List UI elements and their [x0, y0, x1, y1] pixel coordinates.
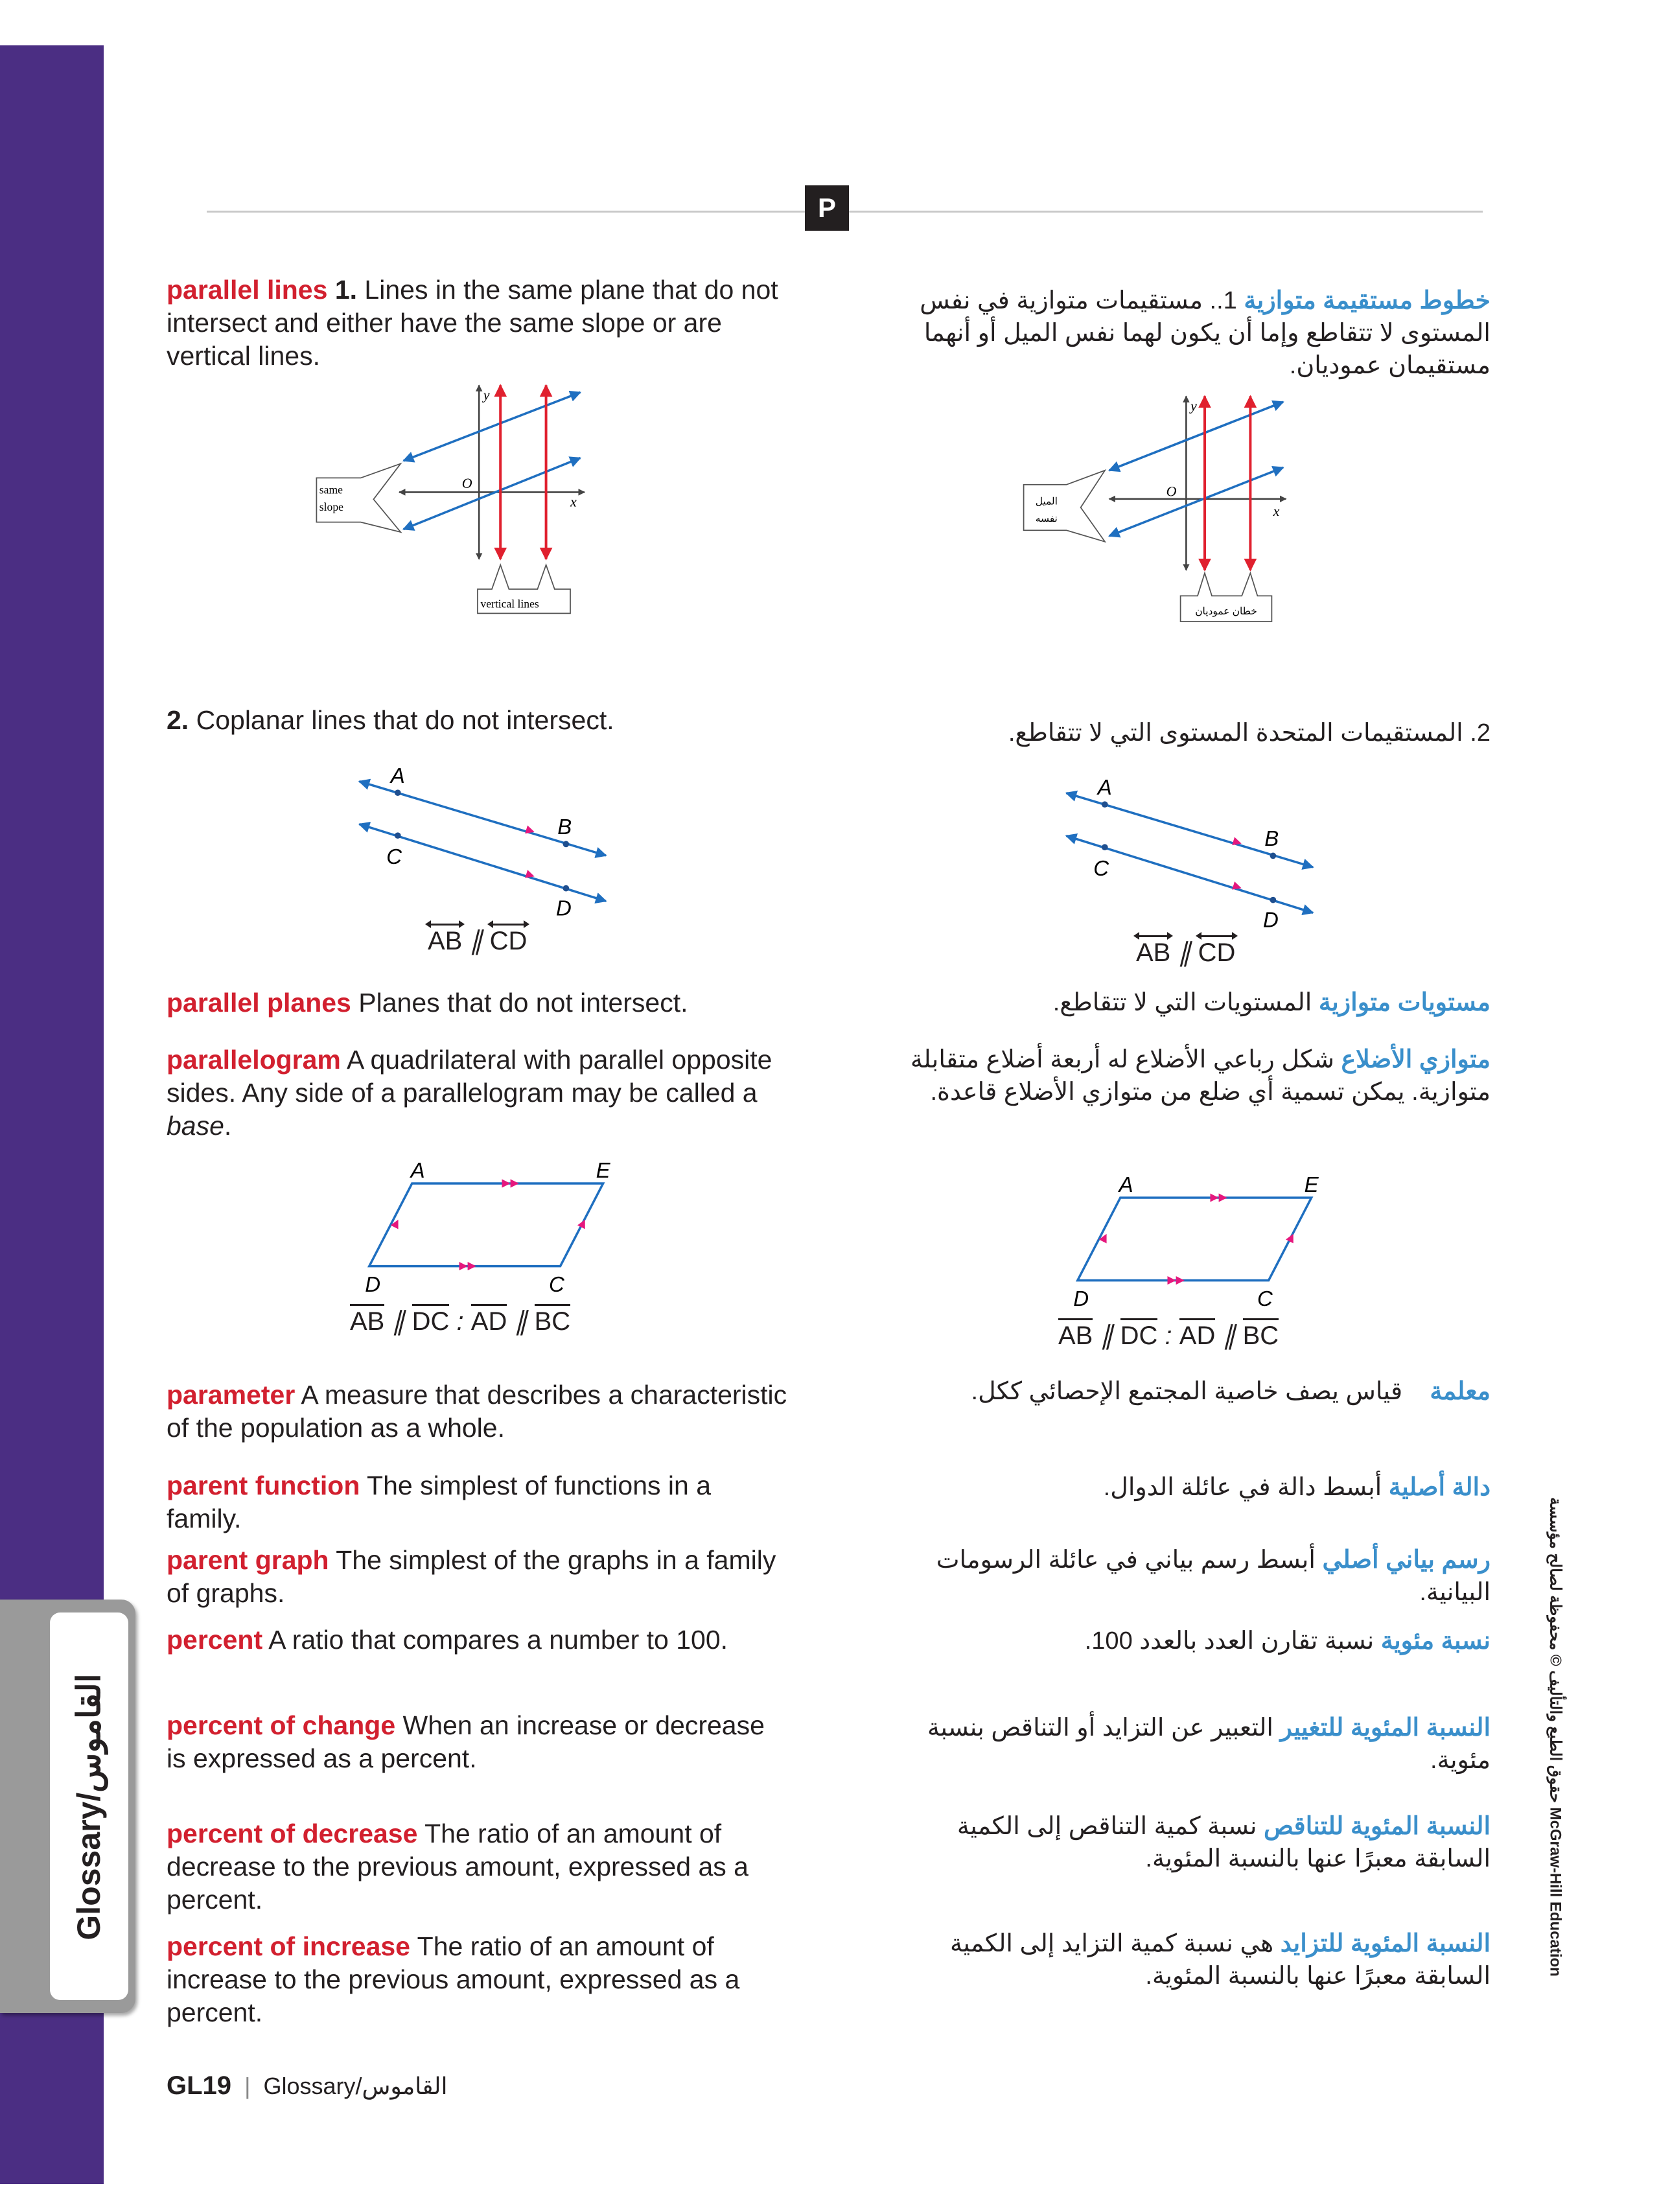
label-b: B — [557, 814, 572, 839]
definition: المستويات التي لا تتقاطع. — [1052, 989, 1312, 1016]
same-slope-label-2: نفسه — [1035, 513, 1058, 524]
term: percent of decrease — [167, 1819, 418, 1848]
parallelogram-caption-ar — [1058, 1318, 1279, 1351]
term: معلمة — [1430, 1378, 1491, 1405]
y-axis-label: y — [1190, 397, 1197, 414]
entry-percent-of-change-en — [167, 1709, 789, 1775]
term: النسبة المئوية للتناقص — [1264, 1813, 1491, 1840]
entry-percent-of-increase-en — [167, 1930, 789, 2029]
label-e: E — [596, 1158, 610, 1183]
entry-percent-ar — [901, 1625, 1491, 1657]
footer-section: Glossary/القاموس — [263, 2073, 448, 2099]
label-b: B — [1264, 826, 1279, 850]
footer-separator: | — [244, 2073, 251, 2099]
term: دالة أصلية — [1388, 1474, 1491, 1501]
entry-coplanar-en — [167, 704, 789, 737]
entry-coplanar-ar — [901, 717, 1491, 749]
term: percent of change — [167, 1710, 396, 1740]
point-b — [1270, 853, 1277, 859]
line-ab-notation: AB — [1136, 935, 1170, 968]
header-rule-right — [849, 211, 1483, 213]
entry-parameter-en — [167, 1379, 789, 1445]
x-axis-label: x — [570, 493, 577, 510]
definition: شكل رباعي الأضلاع له أربعة أضلاع متقابلة متوازية. يمكن تسمية أي ضلع من متوازي الأضلاع قاعدة. — [910, 1046, 1491, 1106]
same-slope-label-1: same — [319, 483, 343, 496]
term: parallel lines — [167, 275, 328, 305]
origin-label: O — [461, 474, 472, 491]
entry-parallel-lines-ar — [901, 285, 1491, 382]
label-a: A — [410, 1158, 425, 1183]
x-axis-label: x — [1273, 503, 1280, 520]
segment-dc: DC — [412, 1304, 450, 1336]
same-slope-label-2: slope — [319, 500, 343, 513]
glossary-tab[interactable] — [0, 1600, 135, 2013]
label-a: A — [1119, 1172, 1133, 1197]
parallelogram-shape — [369, 1183, 603, 1266]
parallelogram-diagram-en — [356, 1155, 627, 1298]
label-d: D — [1073, 1286, 1089, 1311]
definition: التعبير عن التزايد أو التناقص بنسبة مئوية. — [927, 1714, 1491, 1774]
same-slope-label-1: الميل — [1035, 496, 1058, 507]
vertical-lines-label: خطان عموديان — [1195, 606, 1257, 617]
parallelogram-diagram-ar — [1065, 1169, 1336, 1312]
entry-parent-function-en — [167, 1469, 789, 1535]
page-number: GL19 — [167, 2071, 232, 2100]
definition: Lines in the same plane that do not intersect and either have the same slope or are vertical lines. — [167, 275, 778, 371]
definition: When an increase or decrease is expressed as a percent. — [167, 1710, 765, 1773]
parallelogram-shape — [1078, 1198, 1312, 1281]
parallel-symbol: ∥ — [1100, 1321, 1113, 1350]
definition: Coplanar lines that do not intersect. — [196, 705, 614, 735]
definition: نسبة تقارن العدد بالعدد 100. — [1084, 1627, 1375, 1655]
term: parent graph — [167, 1545, 329, 1575]
parallel-symbol: ∥ — [514, 1307, 528, 1336]
point-a — [1102, 801, 1108, 808]
same-slope-callout — [316, 463, 400, 532]
definition-end: . — [224, 1111, 232, 1141]
blue-line-lower — [404, 458, 581, 530]
label-c: C — [386, 844, 402, 869]
entry-parallel-planes-ar — [901, 986, 1491, 1019]
parallelogram-caption-en — [350, 1304, 570, 1336]
segment-ab: AB — [350, 1304, 384, 1336]
entry-parent-graph-en — [167, 1544, 789, 1610]
term: مستويات متوازية — [1318, 989, 1491, 1016]
separator: : — [456, 1307, 464, 1336]
mark-left — [1102, 1238, 1104, 1244]
definition: A quadrilateral with parallel opposite sides. Any side of a parallelogram may be called a — [167, 1045, 772, 1108]
line-ab-notation: AB — [428, 924, 462, 956]
term: نسبة مئوية — [1380, 1627, 1491, 1655]
label-e: E — [1304, 1172, 1319, 1197]
label-c: C — [1093, 856, 1109, 881]
entry-parent-graph-ar — [901, 1544, 1491, 1609]
term: رسم بياني أصلي — [1322, 1546, 1491, 1574]
label-d: D — [556, 896, 572, 920]
origin-label: O — [1166, 483, 1177, 500]
section-letter-badge: P — [805, 185, 849, 231]
line-cd-notation: CD — [1198, 935, 1236, 968]
line-cd-notation: CD — [490, 924, 528, 956]
definition: A measure that describes a characteristic of the population as a whole. — [167, 1380, 787, 1443]
point-a — [395, 789, 401, 796]
parallel-lines-slope-diagram-en — [314, 382, 599, 625]
entry-parameter-ar — [901, 1375, 1491, 1408]
term: النسبة المئوية للتزايد — [1280, 1930, 1491, 1957]
definition: أبسط دالة في عائلة الدوال. — [1103, 1474, 1382, 1501]
point-b — [563, 841, 570, 848]
glossary-tab-inner — [50, 1612, 128, 2000]
coplanar-caption-ar — [1136, 935, 1235, 968]
parallel-symbol: ∥ — [391, 1307, 405, 1336]
y-axis-label: y — [483, 386, 490, 403]
segment-ad: AD — [1179, 1318, 1216, 1351]
definition: The simplest of the graphs in a family of graphs. — [167, 1545, 776, 1608]
def-number: 1. — [334, 275, 358, 305]
label-d: D — [365, 1272, 381, 1297]
blue-line-lower — [1109, 467, 1283, 536]
mark-left — [393, 1224, 396, 1229]
definition-italic: base — [167, 1111, 224, 1141]
label-a: A — [1097, 774, 1112, 799]
entry-percent-of-increase-ar — [901, 1927, 1491, 1992]
point-c — [395, 832, 401, 839]
term: parallelogram — [167, 1045, 341, 1075]
point-c — [1102, 844, 1108, 850]
definition: 1.. مستقيمات متوازية في نفس المستوى لا تتقاطع وإما أن يكون لهما نفس الميل أو أنهما مستقيمان عموديان. — [920, 287, 1491, 379]
entry-parallel-lines-en — [167, 274, 789, 373]
definition: A ratio that compares a number to 100. — [268, 1625, 728, 1655]
entry-percent-of-decrease-ar — [901, 1810, 1491, 1875]
definition: هي نسبة كمية التزايد إلى الكمية السابقة معبرًا عنها بالنسبة المئوية. — [950, 1930, 1491, 1990]
def-number: 2. — [167, 705, 189, 735]
point-d — [563, 885, 570, 892]
header-rule-left — [207, 211, 805, 213]
entry-parallelogram-en — [167, 1043, 789, 1143]
segment-dc: DC — [1120, 1318, 1158, 1351]
label-d: D — [1263, 907, 1279, 932]
term: خطوط مستقيمة متوازية — [1244, 287, 1491, 314]
entry-percent-of-decrease-en — [167, 1817, 789, 1916]
separator: : — [1165, 1321, 1172, 1350]
segment-ab: AB — [1058, 1318, 1093, 1351]
definition: 2. المستقيمات المتحدة المستوى التي لا تتقاطع. — [1008, 719, 1491, 747]
term: percent — [167, 1625, 263, 1655]
entry-percent-en — [167, 1624, 789, 1657]
term: النسبة المئوية للتغيير — [1280, 1714, 1491, 1741]
glossary-tab-label: Glossary/القاموس — [71, 1673, 107, 1940]
entry-parallel-planes-en — [167, 986, 789, 1019]
definition: The ratio of an amount of increase to the previous amount, expressed as a percent. — [167, 1931, 740, 2027]
definition: The simplest of functions in a family. — [167, 1471, 712, 1533]
definition: قياس يصف خاصية المجتمع الإحصائي ككل. — [971, 1378, 1403, 1405]
segment-bc: BC — [535, 1304, 571, 1336]
parallel-symbol: ∥ — [1178, 938, 1191, 967]
segment-ad: AD — [471, 1304, 507, 1336]
blue-line-upper — [404, 392, 581, 461]
copyright-notice: حقوق الطبع والتأليف © محفوظة لصالح مؤسسة McGraw-Hill Education — [1546, 1497, 1564, 1977]
label-c: C — [549, 1272, 564, 1297]
parallel-lines-slope-diagram-ar — [1019, 388, 1290, 627]
term: parallel planes — [167, 988, 351, 1018]
definition: The ratio of an amount of decrease to the previous amount, expressed as a percent. — [167, 1819, 748, 1915]
vertical-lines-label: vertical lines — [480, 597, 539, 611]
coplanar-caption-en — [428, 924, 527, 956]
term: percent of increase — [167, 1931, 410, 1961]
term: parameter — [167, 1380, 296, 1410]
definition: أبسط رسم بياني في عائلة الرسومات البيانية. — [936, 1546, 1491, 1606]
point-d — [1270, 897, 1277, 903]
term: parent function — [167, 1471, 360, 1500]
page-footer — [167, 2071, 447, 2101]
label-c: C — [1257, 1286, 1273, 1311]
term: متوازي الأضلاع — [1341, 1046, 1491, 1073]
entry-parallelogram-ar — [901, 1043, 1491, 1108]
definition: نسبة كمية التناقص إلى الكمية السابقة معبرًا عنها بالنسبة المئوية. — [957, 1813, 1491, 1872]
parallel-symbol: ∥ — [469, 927, 483, 955]
parallel-symbol: ∥ — [1222, 1321, 1236, 1350]
entry-parent-function-ar — [901, 1471, 1491, 1504]
segment-bc: BC — [1243, 1318, 1279, 1351]
definition: Planes that do not intersect. — [358, 988, 688, 1018]
entry-percent-of-change-ar — [901, 1712, 1491, 1776]
label-a: A — [390, 763, 405, 787]
